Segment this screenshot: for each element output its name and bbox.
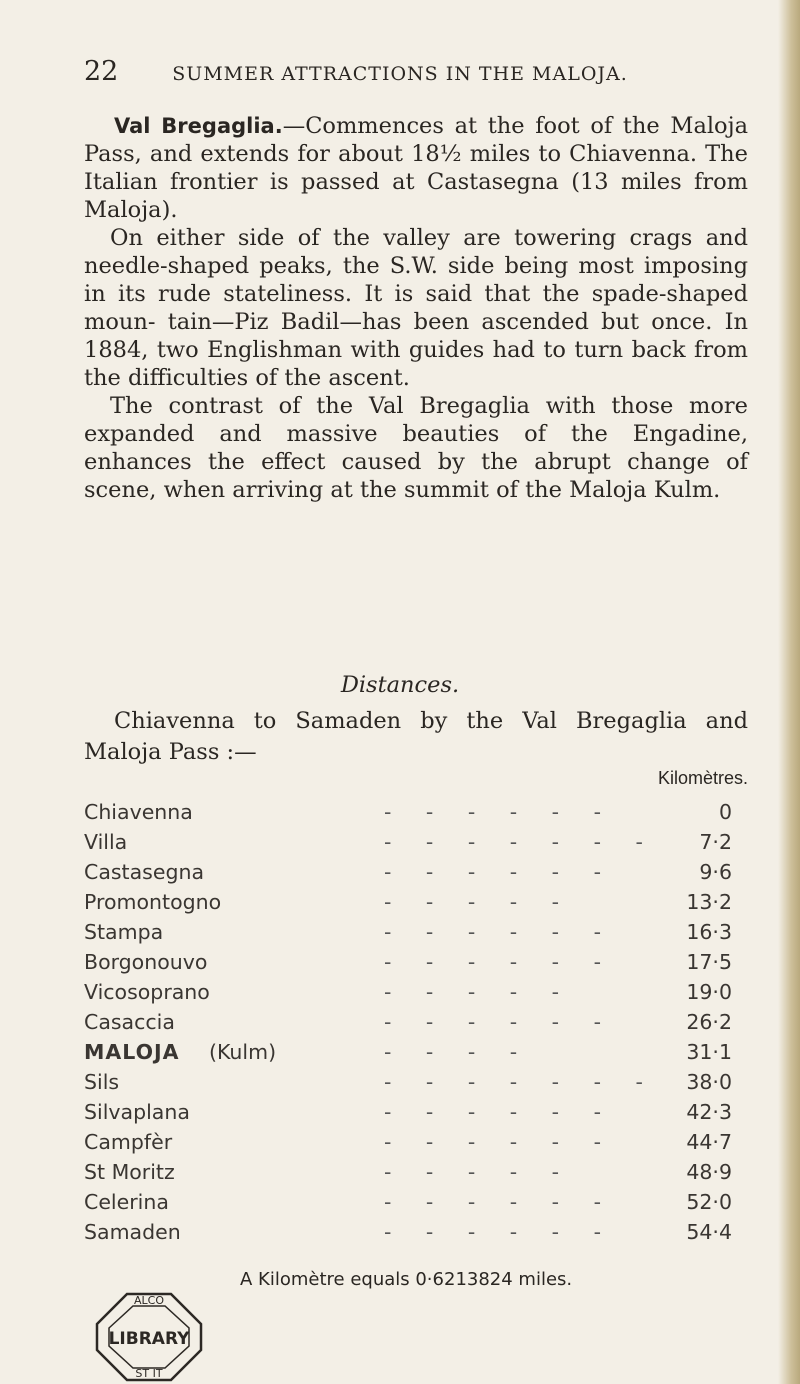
place-name: Silvaplana — [84, 1100, 190, 1124]
place-suffix: (Kulm) — [209, 1040, 277, 1064]
leader-dashes: - - - - - - — [384, 800, 615, 824]
distance-row — [84, 860, 750, 890]
distance-row — [84, 830, 750, 860]
distance-row — [84, 1100, 750, 1130]
km-value: 19·0 — [686, 980, 732, 1004]
km-value: 13·2 — [686, 890, 732, 914]
distance-row — [84, 1160, 750, 1190]
distance-row — [84, 980, 750, 1010]
leader-dashes: - - - - — [384, 1040, 532, 1064]
km-value: 31·1 — [686, 1040, 732, 1064]
leader-dashes: - - - - - - — [384, 1010, 615, 1034]
library-stamp — [93, 1290, 205, 1384]
distances-title: Distances. — [340, 672, 460, 698]
place-name: Stampa — [84, 920, 164, 944]
stamp-top-text: ALCO — [134, 1294, 164, 1307]
paragraph-1-text: —Commences at the foot of the Maloja Pass, and extends for about 18½ miles to Chiavenna. The Italian frontier is passed at Castasegna (13 miles from Maloja). — [84, 113, 748, 223]
km-value: 52·0 — [686, 1190, 732, 1214]
running-head: SUMMER ATTRACTIONS IN THE MALOJA. — [172, 63, 628, 85]
place-name: St Moritz — [84, 1160, 175, 1184]
distance-row — [84, 1190, 750, 1220]
leader-dashes: - - - - - - - — [384, 1070, 657, 1094]
place-name: Borgonouvo — [84, 950, 208, 974]
stamp-bottom-text: ST IT — [135, 1367, 163, 1380]
leader-dashes: - - - - - - — [384, 1220, 615, 1244]
km-value: 54·4 — [686, 1220, 732, 1244]
place-name: Vicosoprano — [84, 980, 210, 1004]
leader-dashes: - - - - - - — [384, 1190, 615, 1214]
stamp-center-text: LIBRARY — [108, 1329, 190, 1349]
place-name: Celerina — [84, 1190, 169, 1214]
paragraph-1 — [84, 112, 748, 224]
leader-dashes: - - - - - - — [384, 950, 615, 974]
leader-dashes: - - - - - — [384, 1160, 574, 1184]
km-value: 26·2 — [686, 1010, 732, 1034]
leader-dashes: - - - - - — [384, 980, 574, 1004]
distances-intro: Chiavenna to Samaden by the Val Bregaglia and Maloja Pass :— — [84, 708, 748, 765]
paragraph-3: The contrast of the Val Bregaglia with those more expanded and massive beauties of the Engadine, enhances the effect caused by the abrupt change of scene, when arriving at the summit of the Maloja Kulm. — [84, 393, 748, 503]
section-lead: Val Bregaglia. — [114, 114, 283, 138]
distance-row — [84, 800, 750, 830]
km-value: 7·2 — [699, 830, 732, 854]
place-name: Chiavenna — [84, 800, 193, 824]
place-name: Villa — [84, 830, 128, 854]
page-header — [0, 56, 800, 96]
leader-dashes: - - - - - — [384, 890, 574, 914]
distance-row — [84, 1070, 750, 1100]
place-name: Promontogno — [84, 890, 222, 914]
distance-row — [84, 920, 750, 950]
distance-row — [84, 1130, 750, 1160]
leader-dashes: - - - - - - — [384, 860, 615, 884]
place-name: Casaccia — [84, 1010, 175, 1034]
distance-row — [84, 950, 750, 980]
km-value: 0 — [718, 800, 732, 824]
km-value: 42·3 — [686, 1100, 732, 1124]
footnote: A Kilomètre equals 0·6213824 miles. — [240, 1269, 573, 1290]
leader-dashes: - - - - - - — [384, 1130, 615, 1154]
km-value: 9·6 — [699, 860, 732, 884]
leader-dashes: - - - - - - — [384, 1100, 615, 1124]
distance-row — [84, 1220, 750, 1250]
km-value: 44·7 — [686, 1130, 732, 1154]
distance-row — [84, 890, 750, 920]
distance-row — [84, 1010, 750, 1040]
place-name: Samaden — [84, 1220, 181, 1244]
body-text — [84, 112, 748, 504]
place-name: Castasegna — [84, 860, 205, 884]
distance-row — [84, 1040, 750, 1070]
distance-table — [84, 800, 750, 1250]
place-name: Sils — [84, 1070, 120, 1094]
km-value: 48·9 — [686, 1160, 732, 1184]
place-name: MALOJA — [84, 1040, 180, 1064]
km-value: 16·3 — [686, 920, 732, 944]
place-name: Campfèr — [84, 1130, 173, 1154]
paragraph-2: On either side of the valley are towering crags and needle-shaped peaks, the S.W. side being most imposing in its rude stateliness. It is said that the spade-shaped moun- tain—Piz Badil—has been ascended but once. In 1884, two Englishman with guides had to turn back from the difficulties of the ascent. — [84, 225, 748, 391]
km-value: 17·5 — [686, 950, 732, 974]
leader-dashes: - - - - - - - — [384, 830, 657, 854]
page-number: 22 — [84, 56, 119, 87]
leader-dashes: - - - - - - — [384, 920, 615, 944]
unit-header: Kilomètres. — [657, 768, 749, 788]
km-value: 38·0 — [686, 1070, 732, 1094]
